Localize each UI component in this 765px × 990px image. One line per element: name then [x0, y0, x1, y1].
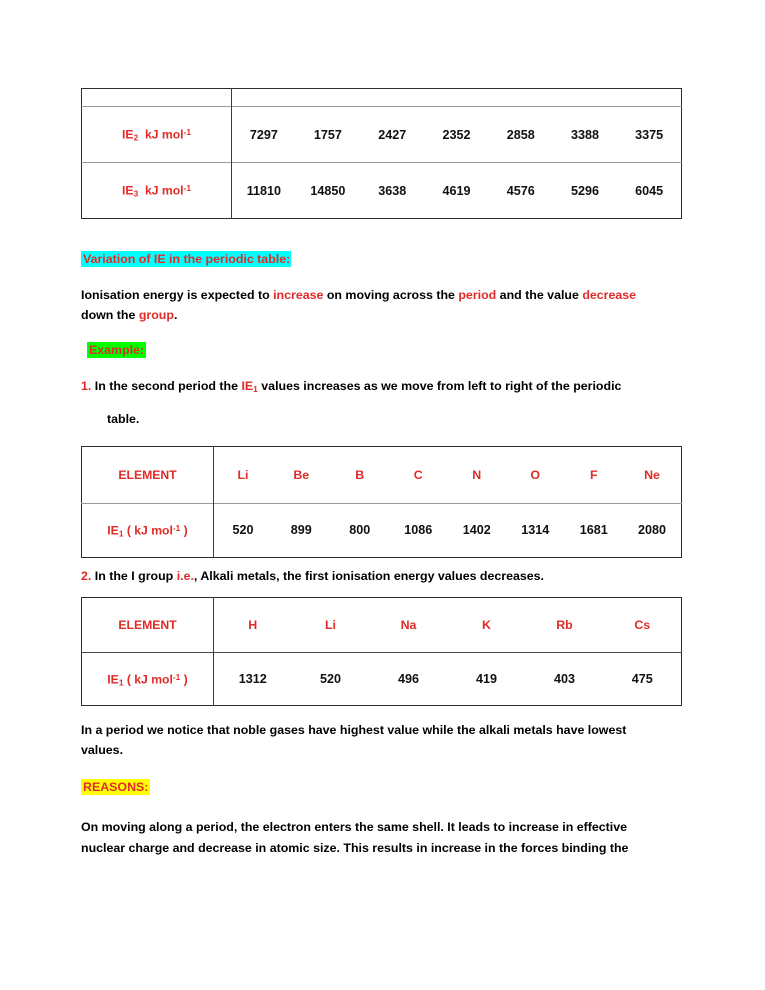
cell-value: 496 — [370, 653, 448, 706]
intro-text-5: . — [173, 308, 178, 323]
cell-value: 3638 — [360, 163, 424, 219]
header-element: C — [413, 467, 423, 482]
point-1-text-3: table. — [107, 412, 140, 427]
label-text: IE — [107, 523, 119, 538]
intro-text-1: Ionisation energy is expected to — [81, 288, 274, 302]
intro-text-4: down the — [81, 308, 139, 323]
header-element: Rb — [556, 618, 573, 633]
cell-value: 1402 — [448, 503, 507, 557]
cell-value: 520 — [292, 653, 370, 706]
intro-keyword-increase: increase — [273, 288, 324, 302]
label-superscript: -1 — [172, 522, 181, 533]
cell-value: 1314 — [506, 503, 565, 557]
header-element: Li — [324, 618, 336, 633]
label-text: IE — [107, 672, 119, 687]
row-label-ie1 — [82, 653, 214, 706]
cell-value: 11810 — [232, 163, 296, 219]
header-element: H — [214, 598, 292, 653]
cell-value: 520 — [214, 503, 273, 557]
example-heading: Example: — [89, 343, 145, 358]
point-1-line-1 — [81, 380, 682, 393]
table-row — [82, 107, 682, 163]
table-row — [82, 653, 682, 706]
label-superscript: -1 — [172, 671, 181, 682]
example-heading-row — [81, 341, 682, 359]
point-1-number: 1. — [81, 379, 92, 394]
header-element: Be — [293, 467, 310, 482]
cell-value: 14850 — [296, 163, 360, 219]
intro-text-2: on moving across the — [323, 288, 459, 302]
label-subscript: 2 — [133, 132, 139, 143]
cell-value: 2427 — [360, 107, 424, 163]
header-label-element: ELEMENT — [118, 467, 177, 482]
point-1-ie-subscript: 1 — [253, 384, 258, 395]
document-content — [81, 88, 682, 858]
variation-heading-row — [81, 250, 682, 268]
cell-value: 4576 — [489, 163, 553, 219]
cell-value: 1312 — [214, 653, 292, 706]
header-element: Cs — [634, 618, 651, 633]
cell-value: 4619 — [424, 163, 488, 219]
label-unit-open: ( kJ mol — [126, 672, 173, 687]
cell-value: 475 — [604, 653, 682, 706]
point-2-text-1: In the I group — [91, 568, 177, 583]
header-element: O — [530, 467, 541, 482]
table-row — [82, 446, 682, 503]
note-paragraph — [81, 720, 682, 760]
header-element: F — [589, 467, 598, 482]
reasons-line-2: nuclear charge and decrease in atomic size. This results in increase in the forces binding the — [81, 840, 629, 855]
point-1-line-2 — [81, 413, 682, 425]
table-row — [82, 163, 682, 219]
point-1-ie-label: IE — [241, 379, 254, 394]
cell-value: 1681 — [565, 503, 624, 557]
header-label-element: ELEMENT — [118, 618, 177, 633]
intro-keyword-decrease: decrease — [582, 288, 637, 302]
intro-paragraph — [81, 285, 682, 325]
table-row — [82, 598, 682, 653]
cell-value: 403 — [526, 653, 604, 706]
point-2-line — [81, 570, 682, 582]
header-element: Na — [400, 618, 417, 633]
cell-value: 419 — [448, 653, 526, 706]
label-subscript: 1 — [118, 528, 124, 539]
point-1-text-2: values increases as we move from left to right of the periodic — [257, 379, 622, 394]
table-period-2-ie1 — [81, 446, 682, 558]
point-2-number: 2. — [81, 568, 92, 583]
cell-value: 3375 — [617, 107, 681, 163]
intro-keyword-group: group — [138, 308, 174, 323]
cell-value: 6045 — [617, 163, 681, 219]
header-element: B — [355, 467, 365, 482]
cell-value: 800 — [331, 503, 390, 557]
table-ionisation-energy-2-3 — [81, 88, 682, 219]
cell-value: 2080 — [623, 503, 682, 557]
intro-text-3: and the value — [496, 288, 583, 302]
note-line-2: values. — [81, 743, 124, 758]
table-row — [82, 503, 682, 557]
table-group-1-ie1 — [81, 597, 682, 706]
empty-header-cell — [232, 89, 682, 107]
cell-value: 5296 — [553, 163, 617, 219]
reasons-heading: REASONS: — [83, 780, 149, 795]
row-label-ie3 — [82, 163, 232, 219]
label-unit-close: ) — [180, 523, 188, 538]
label-superscript: -1 — [183, 182, 191, 193]
cell-value: 3388 — [553, 107, 617, 163]
intro-keyword-period: period — [458, 288, 497, 302]
header-element: Ne — [644, 467, 660, 482]
header-element: N — [472, 467, 482, 482]
reasons-line-1: On moving along a period, the electron enters the same shell. It leads to increase in effective — [81, 820, 628, 835]
label-text: IE — [122, 183, 134, 198]
label-superscript: -1 — [183, 126, 191, 137]
label-subscript: 1 — [118, 676, 124, 687]
point-2-ie-abbrev: i.e. — [176, 568, 194, 583]
header-element: Li — [214, 446, 273, 503]
cell-value: 1086 — [389, 503, 448, 557]
label-unit-close: ) — [180, 672, 188, 687]
cell-value: 2352 — [424, 107, 488, 163]
row-label-ie2 — [82, 107, 232, 163]
header-element: K — [482, 618, 491, 633]
note-line-1: In a period we notice that noble gases have highest value while the alkali metals have lowest — [81, 723, 627, 738]
point-1-text-1: In the second period the — [91, 379, 242, 394]
reasons-heading-row — [81, 778, 682, 796]
variation-heading: Variation of IE in the periodic table: — [83, 252, 291, 266]
cell-value: 1757 — [296, 107, 360, 163]
label-unit-open: ( kJ mol — [126, 523, 173, 538]
label-unit: kJ mol — [144, 183, 184, 198]
cell-value: 899 — [272, 503, 331, 557]
point-2-text-2: , Alkali metals, the first ionisation energy values decreases. — [193, 568, 544, 583]
cell-value: 2858 — [489, 107, 553, 163]
cell-value: 7297 — [232, 107, 296, 163]
table-row — [82, 89, 682, 107]
label-unit: kJ mol — [144, 127, 184, 142]
empty-label-cell — [82, 89, 232, 107]
reasons-paragraph — [81, 817, 682, 857]
row-label-ie1 — [82, 503, 214, 557]
label-text: IE — [122, 127, 134, 142]
label-subscript: 3 — [133, 188, 139, 199]
